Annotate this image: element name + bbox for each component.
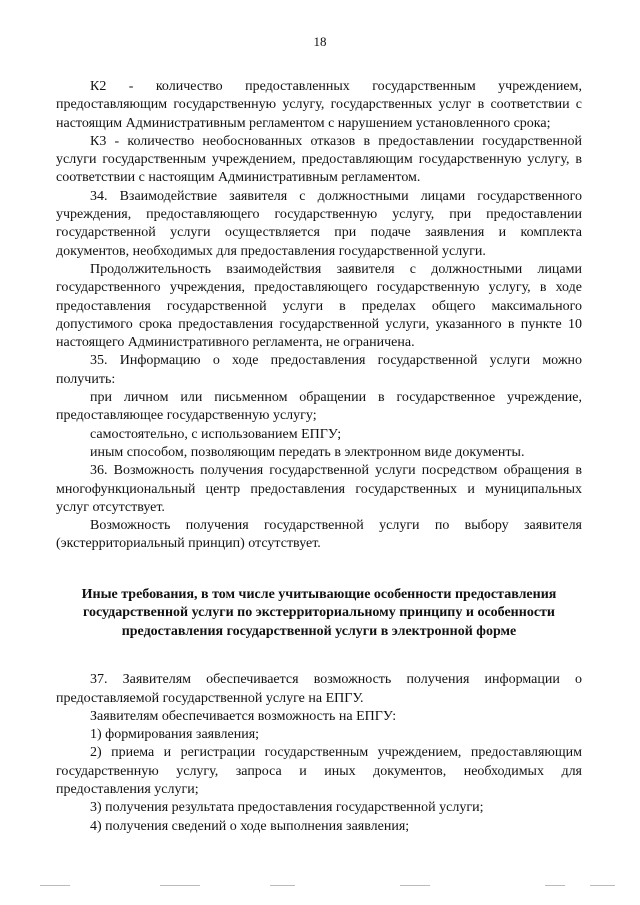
paragraph-extraterritorial: Возможность получения государственной услуги по выбору заявителя (экстерриториальный принцип) отсутствует. — [56, 518, 582, 552]
paragraph-k3: К3 - количество необоснованных отказов в предоставлении государственной услуги государственным учреждением, предоставляющим государственную услугу, в соответствии с настоящим Административным регламентом. — [56, 133, 582, 186]
list-item-personal: при личном или письменном обращении в государственное учреждение, предоставляющее государственную услугу; — [56, 390, 582, 424]
list-item-electronic: иным способом, позволяющим передать в электронном виде документы. — [90, 444, 525, 460]
scan-artifacts — [0, 885, 640, 889]
paragraph-37: 37. Заявителям обеспечивается возможность получения информации о предоставляемой государственной услуге на ЕПГУ. — [56, 672, 582, 706]
paragraph-35: 35. Информацию о ходе предоставления государственной услуги можно получить: — [56, 353, 582, 387]
list-item-epgu: самостоятельно, с использованием ЕПГУ; — [90, 426, 342, 442]
list-item-1: 1) формирования заявления; — [90, 727, 260, 743]
list-item-4: 4) получения сведений о ходе выполнения заявления; — [90, 818, 410, 834]
paragraph-36: 36. Возможность получения государственной услуги посредством обращения в многофункциональный центр предоставления государственных и муниципальных услуг отсутствует. — [56, 463, 582, 515]
paragraph-duration: Продолжительность взаимодействия заявителя с должностными лицами государственного учреждения, предоставляющего государственную услугу, в ходе предоставления государственной услуги в пределах общего максимального допустимого срока предоставления государственной услуги, указанного в пункте 10 настоящего Административного регламента, не ограничена. — [56, 261, 582, 351]
paragraph-k2: К2 - количество предоставленных государственным учреждением, предоставляющим государственную услугу, государственных услуг в соответствии с настоящим Административным регламентом с нарушением установленного срока; — [56, 79, 582, 131]
list-item-2: 2) приема и регистрации государственным учреждением, предоставляющим государственную услугу, запроса и иных документов, необходимых для предоставления услуги; — [56, 745, 582, 797]
list-item-3: 3) получения результата предоставления государственной услуги; — [90, 800, 484, 816]
paragraph-34: 34. Взаимодействие заявителя с должностными лицами государственного учреждения, предоставляющего государственную услугу, при предоставлении государственной услуги осуществляется при подаче заявления и комплекта документов, необходимых для предоставления государственной услуги. — [56, 188, 582, 259]
document-body — [56, 78, 582, 836]
section-heading: Иные требования, в том числе учитывающие особенности предоставления государственной услуги по экстерриториальному принципу и особенности предоставления государственной услуги в электронной форме — [81, 586, 557, 639]
page-number: 18 — [313, 34, 327, 49]
paragraph-epgu-options: Заявителям обеспечивается возможность на ЕПГУ: — [90, 708, 397, 724]
